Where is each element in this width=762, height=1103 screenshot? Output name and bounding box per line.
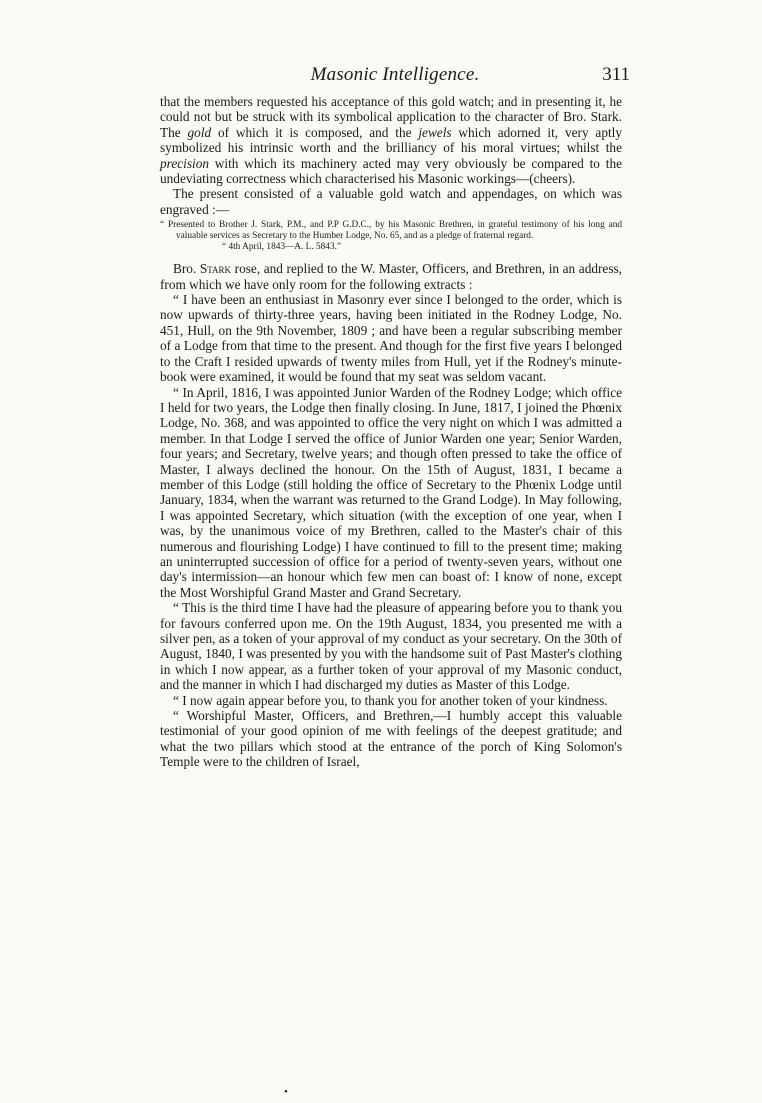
- paragraph: [160, 292, 622, 384]
- text-run: Bro.: [173, 261, 200, 277]
- running-title: Masonic Intelligence.: [310, 64, 480, 85]
- text-run: “ In April, 1816, I was appointed Junior Warden of the Rodney Lodge; which office I held for two years, the Lodge then finally closing. In June, 1817, I joined the Phœnix Lodge, No. 368, and was appointed to office the very night on which I was admitted a member. In that Lodge I served the office of Junior Warden one year; Senior Warden, four years; and Secretary, twelve years; and though often pressed to take the office of Master, I always declined the honour. On the 15th of August, 1831, I became a member of this Lodge (still holding the office of Secretary to the Phœnix Lodge until January, 1834, when the warrant was returned to the Grand Lodge). In May following, I was appointed Secretary, which situation (with the exception of one year, when I was, by the unanimous voice of my Brethren, called to the Master's chair of this numerous and flourishing Lodge) I have continued to fill to the present time; making an uninterrupted succession of office for a period of twenty-seven years, without one day's intermission—an honour which few men can boast of: I know of none, except the Most Worshipful Grand Master and Grand Secretary.: [160, 384, 622, 600]
- small-caps-name: Stark: [199, 261, 232, 277]
- paragraph: [160, 693, 622, 708]
- watch-inscription: [160, 220, 622, 253]
- running-header: [160, 64, 630, 88]
- paragraph: [160, 261, 622, 292]
- paragraph: [160, 600, 622, 692]
- paragraph: [160, 385, 622, 601]
- paragraph: [160, 94, 622, 186]
- text-run: “ Worshipful Master, Officers, and Brethren,—I humbly accept this valuable testimonial of your good opinion of me with feelings of the deepest gratitude; and what the two pillars which stood at the entrance of the porch of King Solomon's Temple were to the children of Israel,: [160, 708, 622, 770]
- text-run: “ I have been an enthusiast in Masonry ever since I belonged to the order, which is now upwards of thirty-three years, having been initiated in the Rodney Lodge, No. 451, Hull, on the 9th November, 1809 ; and have been a regular subscribing member of a Lodge from that time to the present. And though for the first five years I belonged to the Craft I resided upwards of twenty miles from Hull, yet if the Rodney's minute-book were examined, it would be found that my seat was seldom vacant.: [160, 292, 622, 385]
- page-number: 311: [602, 64, 630, 85]
- paragraph: [160, 186, 622, 217]
- inscription-date: “ 4th April, 1843—A. L. 5843.”: [222, 242, 342, 253]
- emphasis-text: jewels: [418, 124, 452, 140]
- emphasis-text: precision: [160, 155, 209, 171]
- paragraph: [160, 708, 622, 770]
- text-run: The present consisted of a valuable gold watch and appendages, on which was engraved :—: [160, 186, 622, 217]
- text-run: that the members requested his acceptance of this gold watch; and in presenting it, he could not but be struck with its symbolical application to the character of Bro. Stark. The: [160, 94, 622, 140]
- text-run: which adorned it, very aptly symbolized his intrinsic worth and the brilliancy of his moral virtues; whilst the: [160, 124, 623, 156]
- inscription-text: “ Presented to Brother J. Stark, P.M., and P.P G.D.C., by his Masonic Brethren, in grateful testimony of his long and valuable services as Secretary to the Humber Lodge, No. 65, and as a pledge of fraternal regard.: [160, 220, 622, 242]
- text-run: rose, and replied to the W. Master, Officers, and Brethren, in an address, from which we have only room for the following extracts :: [160, 261, 622, 292]
- article-body: [160, 94, 622, 770]
- emphasis-text: gold: [187, 124, 212, 140]
- text-run: of which it is composed, and the: [211, 124, 419, 140]
- text-run: “ This is the third time I have had the pleasure of appearing before you to thank you for favours conferred upon me. On the 19th August, 1834, you presented me with a silver pen, as a token of your approval of my conduct as your secretary. On the 30th of August, 1840, I was presented by you with the handsome suit of Past Master's clothing in which I now appear, as a further token of your approval of my Masonic conduct, and the manner in which I had discharged my duties as Master of this Lodge.: [160, 600, 622, 693]
- text-run: “ I now again appear before you, to thank you for another token of your kindness.: [173, 692, 608, 708]
- footer-mark: •: [284, 1086, 288, 1098]
- text-run: with which its machinery acted may very obviously be compared to the undeviating correctness which characterised his Masonic workings—(cheers).: [160, 155, 622, 187]
